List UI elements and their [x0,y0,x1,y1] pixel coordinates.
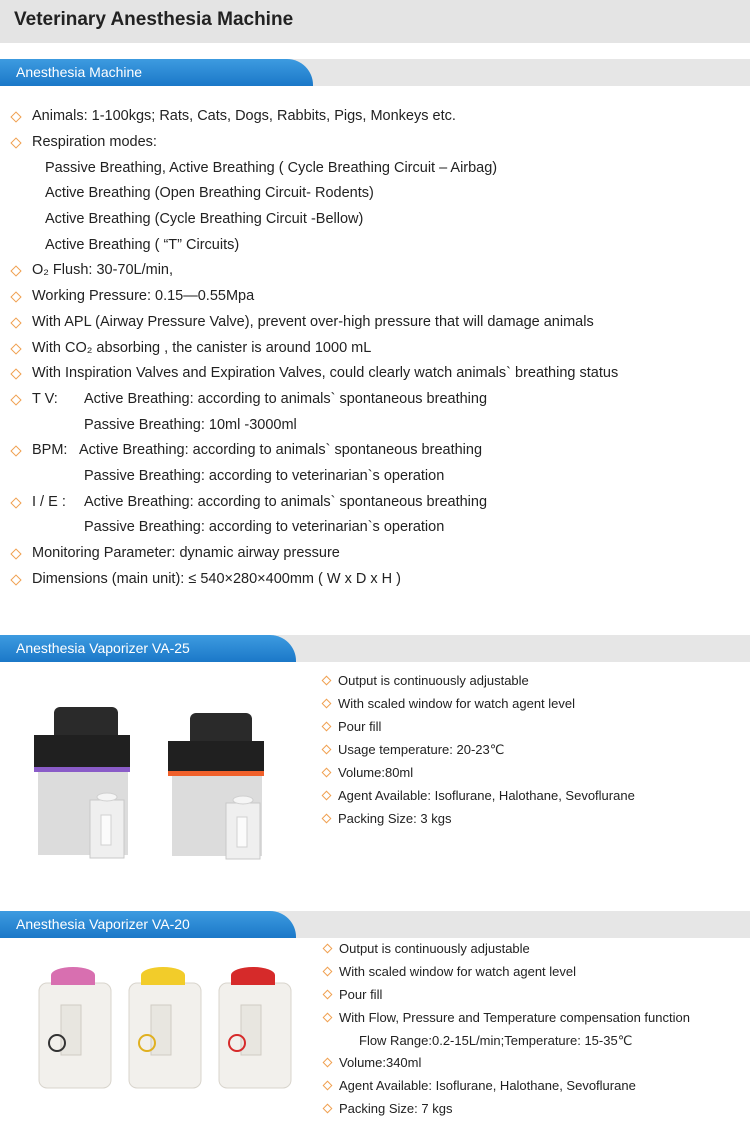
section-header-va25 [0,635,750,662]
diamond-bullet-icon [322,814,332,824]
diamond-bullet-icon [323,1058,333,1068]
diamond-bullet-icon [322,699,332,709]
diamond-bullet-icon [10,368,21,379]
diamond-bullet-icon [322,768,332,778]
vaporizer-unit [39,967,111,1088]
diamond-bullet-icon [323,944,333,954]
section-tab-machine: Anesthesia Machine [0,59,313,86]
resp-mode-item: Active Breathing (Cycle Breathing Circuit -Bellow) [45,211,364,227]
ie-active: Active Breathing: according to animals` spontaneous breathing [84,494,488,510]
section-header-machine [0,59,750,86]
diamond-bullet-icon [10,291,21,302]
diamond-bullet-icon [10,574,21,585]
va20-product-image [35,965,305,1095]
vaporizer-unit [219,967,291,1088]
section-tab-va25: Anesthesia Vaporizer VA-25 [0,635,296,662]
diamond-bullet-icon [10,343,21,354]
diamond-bullet-icon [323,1013,333,1023]
diamond-bullet-icon [323,990,333,1000]
vaporizer-unit [129,967,201,1088]
resp-mode-item: Active Breathing (Open Breathing Circuit- Rodents) [45,185,374,201]
diamond-bullet-icon [323,1104,333,1114]
page-title: Veterinary Anesthesia Machine [0,0,750,43]
bpm-passive: Passive Breathing: according to veterinarian`s operation [84,468,445,484]
resp-mode-item: Passive Breathing, Active Breathing ( Cycle Breathing Circuit – Airbag) [45,160,498,176]
resp-mode-item: Active Breathing ( “T” Circuits) [45,237,240,253]
tv-active: Active Breathing: according to animals` spontaneous breathing [84,391,488,407]
diamond-bullet-icon [10,445,21,456]
color-band [168,771,264,776]
ie-passive: Passive Breathing: according to veterinarian`s operation [84,519,445,535]
diamond-bullet-icon [10,394,21,405]
diamond-bullet-icon [322,791,332,801]
flow-range: Flow Range:0.2-15L/min;Temperature: 15-35℃ [359,1033,633,1048]
section-tab-va20: Anesthesia Vaporizer VA-20 [0,911,296,938]
diamond-bullet-icon [10,548,21,559]
diamond-bullet-icon [322,745,332,755]
diamond-bullet-icon [10,317,21,328]
diamond-bullet-icon [323,1081,333,1091]
diamond-bullet-icon [322,722,332,732]
diamond-bullet-icon [10,137,21,148]
diamond-bullet-icon [323,967,333,977]
diamond-bullet-icon [10,111,21,122]
tv-passive: Passive Breathing: 10ml -3000ml [84,417,297,433]
section-header-va20 [0,911,750,938]
vaporizer-unit [168,713,264,859]
diamond-bullet-icon [10,497,21,508]
diamond-bullet-icon [10,265,21,276]
diamond-bullet-icon [322,676,332,686]
va25-product-image [30,705,280,870]
vaporizer-unit [34,707,130,858]
color-band [34,767,130,772]
bpm-active: Active Breathing: according to animals` spontaneous breathing [79,442,483,458]
